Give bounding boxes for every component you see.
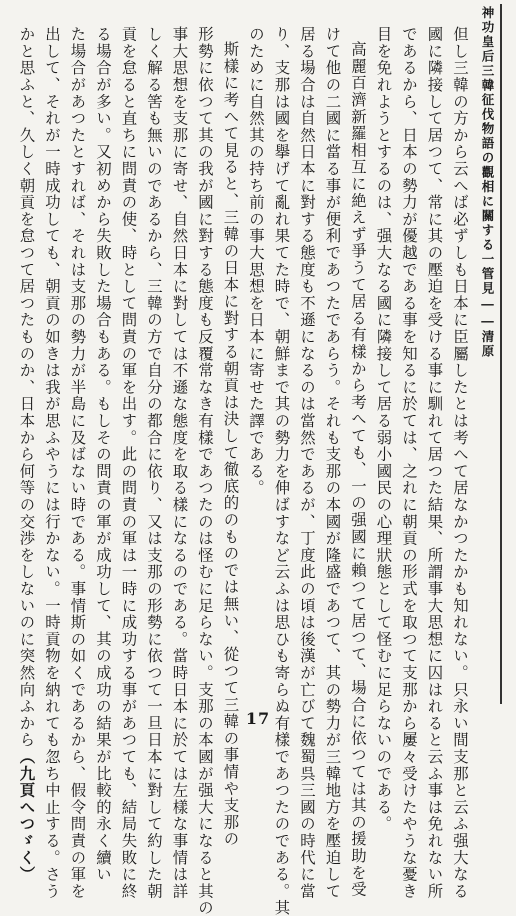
text-line: 目を免れようとするのは、强大なる國に隣接して居る弱小國民の心理狀態として怪むに足らないのである。 (374, 26, 393, 833)
text-line: しく解る筈も無いのであるから、三韓の方で自分の都合に依り、又は支那の形勢に依つて一旦日本に對して約した朝 (145, 26, 163, 900)
text-line: 形勢に依つて其の我が國に對する態度も反覆常なき有樣であつたのは怪むに足らない。支那の本國が强大になると其の (196, 26, 214, 916)
text-line: けて他の二國に當る事が便利であつたであらう。それも支那の本國が隆盛であつて、其の勢力が三韓地方を壓迫して (323, 26, 342, 900)
text-line: 貢を怠ると直ちに問責の使、時として問責の軍を出す。此の問責の軍は一時に成功する事があつても、結局失敗に終 (119, 26, 138, 900)
text-line: 但し三韓の方から云へば必ずしも日本に臣屬したとは考へて居なかつたかも知れない。只永い間支那と云ふ强大なる (451, 26, 469, 900)
text-line: る場合が多い。又初めから失敗した場合もある。もしその問責の軍が成功して、其の成功の結果が比較的永く續い (94, 26, 112, 883)
text-line: であるから、日本の勢力が優越である事を知るに於ては、之れに朝貢の形式を取つて支那から屢々受けたやうな憂き (400, 26, 418, 900)
text-line: り、支那は國を擧げて亂れ果てた時で、朝鮮まで其の勢力を伸ばすなど云ふは思ひも寄らぬ有樣であつたのである。其 (272, 26, 291, 916)
continued-note: （九頁へつゞく） (17, 748, 36, 883)
text-line-content: かと思ふと、久しく朝貢を怠つて居つたものか、日本から何等の交渉をしないのに突然向ふから (17, 26, 36, 749)
page-number: 17 (245, 709, 271, 728)
header-divider (500, 4, 502, 704)
text-line: のために自然其の持ち前の事大思想を日本に寄せた譯である。 (247, 26, 265, 497)
running-header: 神功皇后三韓征伐物語の觀相に關する一管見――清原 (480, 6, 495, 359)
text-line: 事大思想を支那に寄せ、自然日本に對しては不遜な態度を取る樣になるのである。當時日本に於ては左樣な事情は詳 (170, 26, 189, 900)
text-line: 高麗百濟新羅相互に絶えず爭うて居る有樣から考へても、一の强國に賴つて居つて、場合に依つては其の援助を受 (349, 41, 367, 898)
text-line: た場合があつたとすれば、それは支那の勢力が半島に及ばない時である。事情斯の如くであるから、假令問責の軍を (68, 26, 87, 900)
text-line: 出して、それが一時成功しても、朝貢の如きは我が思ふやうには行かない。一時貢物を納れても忽ち中止する。さう (43, 26, 61, 900)
text-line: 國に隣接して居つて、常に其の壓迫を受ける事に馴れて居つた結果、所謂事大思想に囚はれると云ふ事は免れない所 (425, 26, 444, 900)
text-line: 居る場合は自然日本に對する態度も不遜になるのは當然であるが、丁度此の頃は後漢が亡びて魏蜀呉三國の時代に當 (298, 26, 316, 900)
text-line: 斯樣に考へて見ると、三韓の日本に對する朝貢は決して徹底的のものでは無い、從つて三韓の事情や支那の (221, 41, 240, 848)
text-line (13, 26, 39, 883)
